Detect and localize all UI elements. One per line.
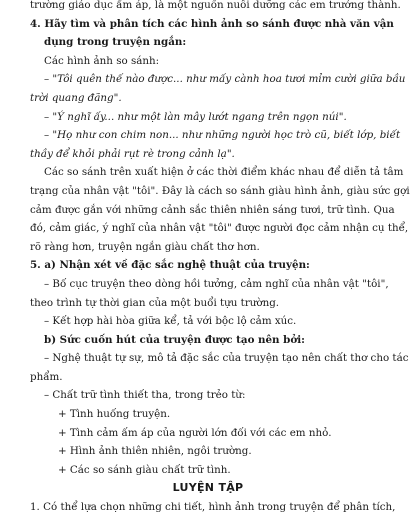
text-line: Các so sánh trên xuất hiện ở các thời điểm khác nhau để diễn tả tâm bbox=[44, 166, 404, 179]
text-line: – "Họ như con chim non... như những người học trò cũ, biết lớp, biết bbox=[44, 129, 401, 142]
text-line: + Tình cảm ấm áp của người lớn đối với các em nhỏ. bbox=[58, 426, 332, 439]
text-line: cảm được gắn với những cảnh sắc thiên nhiên sáng tươi, trữ tình. Qua bbox=[30, 203, 395, 216]
text-line: – "Tôi quên thế nào được... như mấy cành hoa tươi mỉm cười giữa bầu bbox=[44, 73, 406, 86]
text-line: trường giáo dục ấm áp, là một nguồn nuôi dưỡng các em trưởng thành. bbox=[30, 0, 401, 11]
text-line: + Hình ảnh thiên nhiên, ngôi trường. bbox=[58, 445, 252, 458]
text-line: theo trình tự thời gian của một buổi tựu trường. bbox=[30, 296, 280, 309]
text-line: – Bố cục truyện theo dòng hồi tưởng, cảm nghĩ của nhân vật "tôi", bbox=[44, 277, 389, 290]
text-line: 1. Có thể lựa chọn những chi tiết, hình ảnh trong truyện để phân tích, bbox=[30, 501, 396, 514]
text-line: – "Ý nghĩ ấy... như một làn mây lướt ngang trên ngọn núi". bbox=[44, 110, 347, 123]
text-line: – Chất trữ tình thiết tha, trong trẻo từ: bbox=[44, 389, 246, 402]
text-line: + Tình huống truyện. bbox=[58, 408, 171, 421]
text-line: b) Sức cuốn hút của truyện được tạo nên bởi: bbox=[44, 333, 305, 346]
text-line: phẩm. bbox=[30, 370, 63, 383]
text-line: 5. a) Nhận xét về đặc sắc nghệ thuật của truyện: bbox=[30, 259, 310, 272]
text-line: trạng của nhân vật "tôi". Đây là cách so sánh giàu hình ảnh, giàu sức gợi bbox=[30, 184, 410, 197]
text-line: 4. Hãy tìm và phân tích các hình ảnh so sánh được nhà văn vận bbox=[30, 17, 394, 30]
text-line: thầy để khỏi phải rụt rè trong cảnh lạ". bbox=[30, 147, 235, 160]
text-line: LUYỆN TẬP bbox=[172, 481, 244, 495]
text-line: – Nghệ thuật tự sự, mô tả đặc sắc của truyện tạo nên chất thơ cho tác bbox=[44, 352, 409, 365]
text-line: dụng trong truyện ngắn: bbox=[44, 36, 187, 49]
text-line: trời quang đãng". bbox=[30, 91, 122, 104]
text-line: – Kết hợp hài hòa giữa kể, tả với bộc lộ cảm xúc. bbox=[44, 315, 297, 328]
text-line: + Các so sánh giàu chất trữ tình. bbox=[58, 463, 231, 476]
text-line: Các hình ảnh so sánh: bbox=[44, 54, 160, 67]
text-line: rõ ràng hơn, truyện ngắn giàu chất thơ hơn. bbox=[30, 240, 260, 253]
text-line: đó, cảm giác, ý nghĩ của nhân vật "tôi" được người đọc cảm nhận cụ thể, bbox=[30, 222, 409, 235]
